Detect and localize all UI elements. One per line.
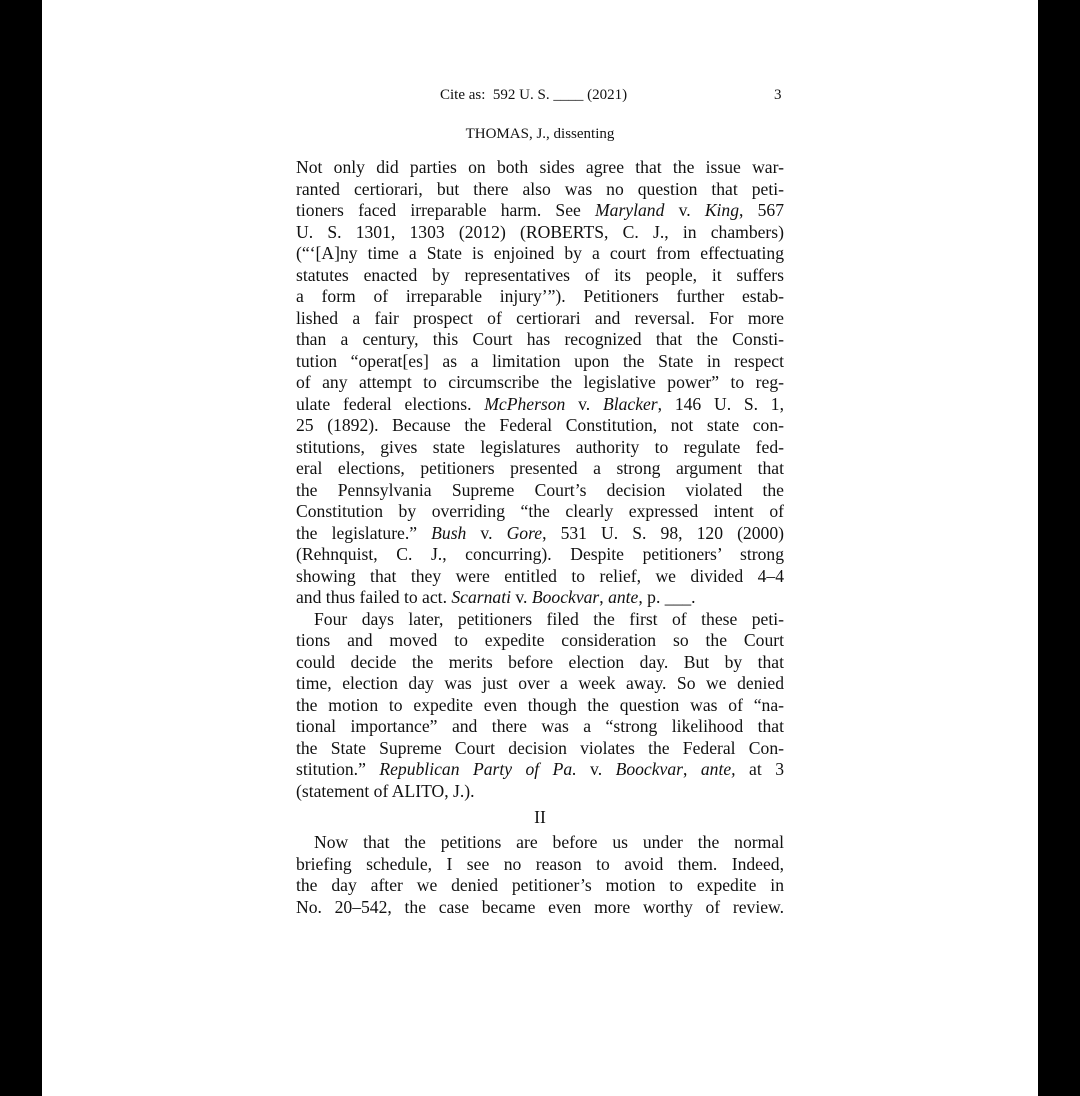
text-line: tions and moved to expedite consideration so the Court <box>296 630 784 650</box>
text-line: Constitution by overriding “the clearly expressed intent of <box>296 501 784 521</box>
case-name: Boockvar <box>615 759 683 779</box>
case-name: Scarnati <box>451 587 511 607</box>
text-run: tioners faced irreparable harm. See <box>296 200 595 220</box>
text-line: the motion to expedite even though the question was of “na- <box>296 694 784 715</box>
text-run: , 567 <box>739 200 784 220</box>
text-line <box>296 222 784 244</box>
text-line: a form of irreparable injury’”). Petitioners further estab- <box>296 286 784 306</box>
text-run: the legislature.” <box>296 522 432 543</box>
text-line <box>296 523 784 545</box>
text-line: showing that they were entitled to relief, we divided 4–4 <box>296 565 784 586</box>
text-line: ranted certiorari, but there also was no question that peti- <box>296 178 784 199</box>
text-line <box>296 394 784 416</box>
text-run: p. ___. <box>642 587 696 607</box>
section-heading: II <box>534 807 546 827</box>
text-line: Not only did parties on both sides agree that the issue war- <box>296 157 784 177</box>
paragraph-1 <box>296 157 784 609</box>
case-name: McPherson <box>484 393 566 414</box>
text-line: (“‘[A]ny time a State is enjoined by a court from effectuating <box>296 243 784 263</box>
text-run: v. <box>565 393 603 414</box>
text-line <box>296 759 784 781</box>
text-run: , 146 U. S. 1, <box>657 393 784 414</box>
document-page <box>42 0 1038 1096</box>
text-run: , J.). <box>444 780 475 801</box>
running-head <box>42 126 1038 143</box>
text-line <box>296 781 784 803</box>
text-run: stitution.” <box>296 759 380 779</box>
text-run: v. <box>511 587 532 607</box>
text-run: and thus failed to act. <box>296 587 452 607</box>
page-number: 3 <box>774 87 782 103</box>
text-line <box>296 587 784 609</box>
text-line: No. 20–542, the case became even more worthy of review. <box>296 896 784 917</box>
running-head-initial: T <box>465 126 475 142</box>
text-run: ulate federal elections. <box>296 393 485 414</box>
opinion-body <box>296 157 784 918</box>
paragraph-3 <box>296 832 784 918</box>
justice-name: LITO <box>404 780 445 801</box>
text-line: tional importance” and there was a “strong likelihood that <box>296 716 784 736</box>
text-line: of any attempt to circumscribe the legislative power” to reg- <box>296 372 784 392</box>
text-line: stitutions, gives state legislatures authority to regulate fed- <box>296 436 784 457</box>
text-line: the Pennsylvania Supreme Court’s decision violated the <box>296 479 784 500</box>
text-line: eral elections, petitioners presented a strong argument that <box>296 458 784 478</box>
case-name: Maryland <box>595 200 665 220</box>
text-run: at 3 <box>735 759 784 779</box>
text-line: briefing schedule, I see no reason to avoid them. Indeed, <box>296 853 784 874</box>
text-run: (statement of A <box>296 780 405 801</box>
case-name: Gore <box>506 522 543 543</box>
text-line: Four days later, petitioners filed the first of these peti- <box>314 608 784 629</box>
case-name: Blacker <box>602 393 658 414</box>
case-name: Bush <box>431 522 467 543</box>
text-line: 25 (1892). Because the Federal Constitution, not state con- <box>296 415 784 435</box>
text-run: , C. J., in chambers) <box>604 221 784 242</box>
text-run: U. S. 1301, 1303 (2012) (R <box>296 221 538 242</box>
paragraph-2 <box>296 609 784 803</box>
case-name: Republican Party of Pa. <box>379 759 577 779</box>
running-head-smallcaps: HOMAS <box>474 126 529 142</box>
text-line: could decide the merits before election day. But by that <box>296 651 784 672</box>
text-line: than a century, this Court has recognized that the Consti- <box>296 329 784 349</box>
text-line: tution “operat[es] as a limitation upon the State in respect <box>296 350 784 371</box>
text-run: v. <box>576 759 616 779</box>
text-line <box>296 200 784 222</box>
text-line: (Rehnquist, C. J., concurring). Despite petitioners’ strong <box>296 544 784 564</box>
text-line: the day after we denied petitioner’s motion to expedite in <box>296 875 784 895</box>
running-head-rest: , J., dissenting <box>528 126 615 142</box>
citation-header: Cite as: 592 U. S. ____ (2021) <box>440 87 628 103</box>
ante-reference: ante, <box>700 759 736 779</box>
text-line: statutes enacted by representatives of its people, it suffers <box>296 264 784 285</box>
text-line: Now that the petitions are before us under the normal <box>314 832 784 852</box>
case-name: King <box>704 200 740 220</box>
text-line: the State Supreme Court decision violates the Federal Con- <box>296 737 784 758</box>
justice-name: OBERTS <box>537 221 605 242</box>
text-run: , <box>599 587 609 607</box>
text-run: v. <box>664 200 705 220</box>
case-name: Boockvar <box>531 587 600 607</box>
ante-reference: ante, <box>608 587 643 607</box>
text-line: time, election day was just over a week away. So we denied <box>296 673 784 693</box>
text-run: v. <box>466 522 507 543</box>
text-run: , <box>683 759 701 779</box>
text-line: lished a fair prospect of certiorari and reversal. For more <box>296 307 784 328</box>
text-run: , 531 U. S. 98, 120 (2000) <box>542 522 784 543</box>
